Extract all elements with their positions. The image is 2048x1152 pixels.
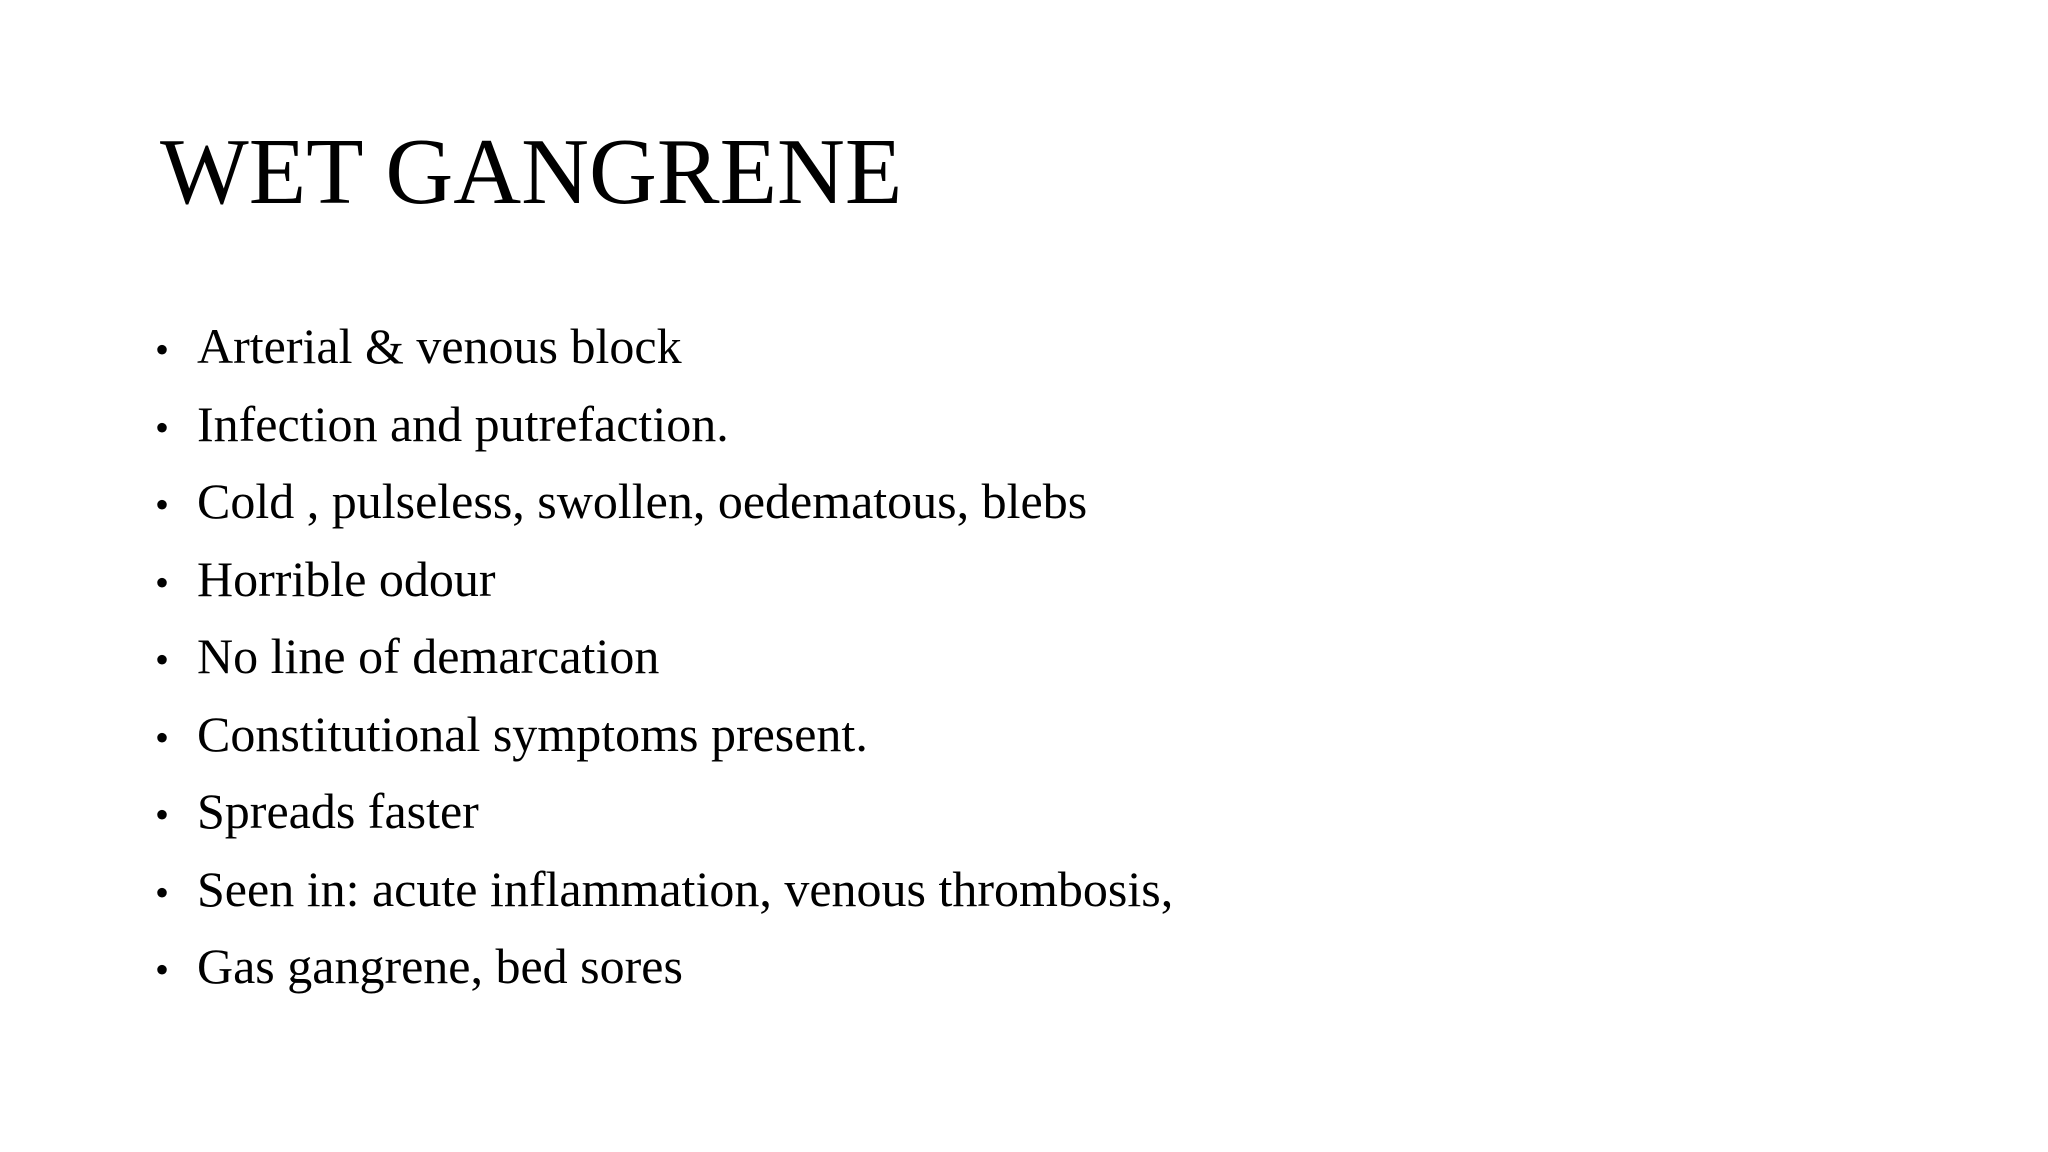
bullet-item xyxy=(155,851,1173,929)
bullet-text: Cold , pulseless, swollen, oedematous, blebs xyxy=(197,473,1088,529)
bullet-item xyxy=(155,541,1173,619)
bullet-item xyxy=(155,618,1173,696)
bullet-text: Constitutional symptoms present. xyxy=(197,705,868,762)
bullet-icon: • xyxy=(155,482,170,527)
bullet-item xyxy=(155,386,1173,464)
bullet-text: No line of demarcation xyxy=(197,628,660,684)
bullet-item xyxy=(155,696,1173,774)
bullet-icon: • xyxy=(155,637,170,682)
bullet-text: Infection and putrefaction. xyxy=(197,395,729,452)
bullet-icon: • xyxy=(155,714,170,760)
bullet-text: Seen in: acute inflammation, venous thrombosis, xyxy=(197,860,1174,917)
bullet-icon: • xyxy=(155,869,170,915)
bullet-list xyxy=(155,308,1173,1006)
slide-title: WET GANGRENE xyxy=(160,120,903,224)
bullet-icon: • xyxy=(155,327,170,372)
bullet-icon: • xyxy=(155,792,170,837)
bullet-icon: • xyxy=(155,404,170,450)
bullet-item xyxy=(155,308,1173,386)
bullet-text: Gas gangrene, bed sores xyxy=(197,938,683,994)
bullet-item xyxy=(155,773,1173,851)
bullet-item xyxy=(155,928,1173,1006)
bullet-text: Horrible odour xyxy=(197,550,496,607)
bullet-icon: • xyxy=(155,947,170,992)
bullet-icon: • xyxy=(155,559,170,605)
bullet-text: Spreads faster xyxy=(197,783,479,839)
bullet-text: Arterial & venous block xyxy=(197,318,682,374)
bullet-item xyxy=(155,463,1173,541)
